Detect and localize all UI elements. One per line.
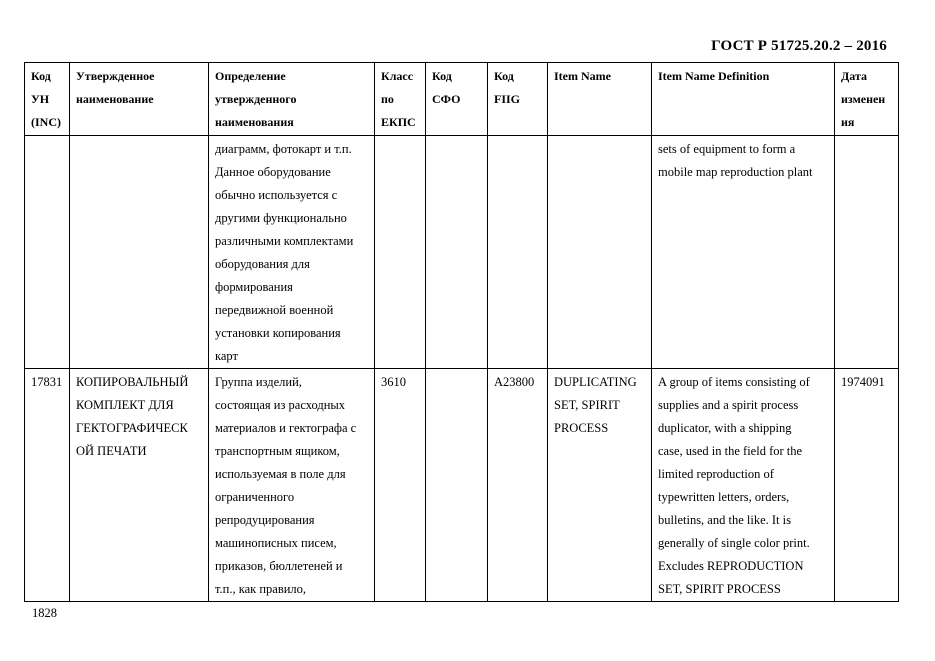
- cell-sfo: [426, 369, 488, 602]
- col-header-inc: Код УН (INC): [25, 63, 70, 136]
- cell-sfo: [426, 136, 488, 369]
- cell-approved-name: КОПИРОВАЛЬНЫЙ КОМПЛЕКТ ДЛЯ ГЕКТОГРАФИЧЕСК ОЙ ПЕЧАТИ: [70, 369, 209, 602]
- cell-approved-name: [70, 136, 209, 369]
- table-header-row: [25, 63, 899, 136]
- table-row: [25, 369, 899, 602]
- cell-definition: диаграмм, фотокарт и т.п. Данное оборудование обычно используется с другими функционально различными комплектами оборудования для формирования передвижной военной установки копирования карт: [209, 136, 375, 369]
- cell-class: 3610: [375, 369, 426, 602]
- cell-date: [835, 136, 899, 369]
- col-header-item-name: Item Name: [548, 63, 652, 136]
- cell-item-definition: A group of items consisting of supplies and a spirit process duplicator, with a shipping case, used in the field for the limited reproduction of typewritten letters, orders, bulletins, and the like. It is generally of single color print. Excludes REPRODUCTION SET, SPIRIT PROCESS: [652, 369, 835, 602]
- col-header-definition: Определение утвержденного наименования: [209, 63, 375, 136]
- col-header-date: Дата изменен ия: [835, 63, 899, 136]
- cell-inc: 17831: [25, 369, 70, 602]
- col-header-class: Класс по ЕКПС: [375, 63, 426, 136]
- col-header-approved-name: Утвержденное наименование: [70, 63, 209, 136]
- table-row: [25, 136, 899, 369]
- cell-item-definition: sets of equipment to form a mobile map reproduction plant: [652, 136, 835, 369]
- cell-fiig: [488, 136, 548, 369]
- cell-inc: [25, 136, 70, 369]
- page-number: 1828: [32, 606, 57, 620]
- cell-item-name: [548, 136, 652, 369]
- col-header-sfo: Код СФО: [426, 63, 488, 136]
- col-header-fiig: Код FIIG: [488, 63, 548, 136]
- cell-item-name: DUPLICATING SET, SPIRIT PROCESS: [548, 369, 652, 602]
- cell-class: [375, 136, 426, 369]
- cell-definition: Группа изделий, состоящая из расходных материалов и гектографа с транспортным ящиком, используемая в поле для ограниченного репродуцирования машинописных писем, приказов, бюллетеней и т.п., как правило,: [209, 369, 375, 602]
- col-header-item-definition: Item Name Definition: [652, 63, 835, 136]
- standard-designation: ГОСТ Р 51725.20.2 – 2016: [711, 38, 887, 54]
- item-names-table: [24, 62, 899, 602]
- cell-fiig: A23800: [488, 369, 548, 602]
- cell-date: 1974091: [835, 369, 899, 602]
